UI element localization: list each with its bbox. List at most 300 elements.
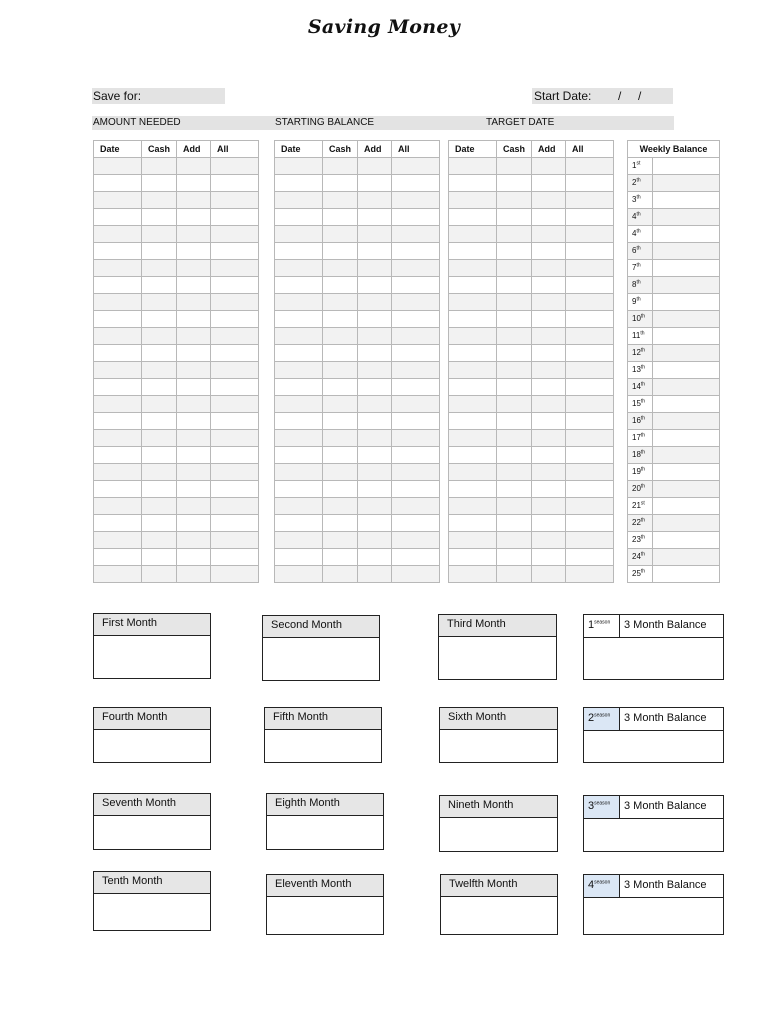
season-box[interactable] xyxy=(583,795,724,852)
entry-cell[interactable] xyxy=(211,379,259,396)
entry-cell[interactable] xyxy=(94,413,142,430)
entry-cell[interactable] xyxy=(323,260,358,277)
entry-cell[interactable] xyxy=(532,515,566,532)
entry-cell[interactable] xyxy=(566,532,614,549)
entry-cell[interactable] xyxy=(142,498,177,515)
entry-cell[interactable] xyxy=(392,379,440,396)
entry-cell[interactable] xyxy=(323,396,358,413)
entry-cell[interactable] xyxy=(211,260,259,277)
entry-cell[interactable] xyxy=(275,396,323,413)
week-balance-cell[interactable] xyxy=(653,379,720,396)
entry-cell[interactable] xyxy=(392,277,440,294)
entry-cell[interactable] xyxy=(177,345,211,362)
entry-cell[interactable] xyxy=(94,430,142,447)
entry-cell[interactable] xyxy=(497,294,532,311)
entry-cell[interactable] xyxy=(358,498,392,515)
entry-cell[interactable] xyxy=(532,447,566,464)
entry-cell[interactable] xyxy=(275,294,323,311)
entry-cell[interactable] xyxy=(358,566,392,583)
entry-cell[interactable] xyxy=(323,345,358,362)
entry-cell[interactable] xyxy=(211,430,259,447)
entry-cell[interactable] xyxy=(323,481,358,498)
entry-cell[interactable] xyxy=(392,192,440,209)
entry-cell[interactable] xyxy=(94,362,142,379)
entry-cell[interactable] xyxy=(323,158,358,175)
entry-cell[interactable] xyxy=(323,294,358,311)
entry-cell[interactable] xyxy=(449,413,497,430)
entry-cell[interactable] xyxy=(211,226,259,243)
entry-cell[interactable] xyxy=(94,226,142,243)
week-balance-cell[interactable] xyxy=(653,158,720,175)
entry-cell[interactable] xyxy=(566,175,614,192)
entry-cell[interactable] xyxy=(532,158,566,175)
entry-cell[interactable] xyxy=(449,192,497,209)
entry-cell[interactable] xyxy=(94,209,142,226)
entry-cell[interactable] xyxy=(449,226,497,243)
entry-cell[interactable] xyxy=(94,311,142,328)
entry-cell[interactable] xyxy=(449,311,497,328)
entry-cell[interactable] xyxy=(323,379,358,396)
entry-cell[interactable] xyxy=(497,243,532,260)
entry-cell[interactable] xyxy=(566,515,614,532)
month-box[interactable] xyxy=(439,795,558,852)
entry-cell[interactable] xyxy=(275,243,323,260)
entry-cell[interactable] xyxy=(211,192,259,209)
week-balance-cell[interactable] xyxy=(653,396,720,413)
entry-cell[interactable] xyxy=(275,447,323,464)
entry-cell[interactable] xyxy=(392,566,440,583)
entry-cell[interactable] xyxy=(275,226,323,243)
entry-cell[interactable] xyxy=(211,447,259,464)
entry-cell[interactable] xyxy=(94,498,142,515)
entry-cell[interactable] xyxy=(94,549,142,566)
entry-cell[interactable] xyxy=(323,226,358,243)
entry-cell[interactable] xyxy=(392,430,440,447)
entry-cell[interactable] xyxy=(211,464,259,481)
entry-cell[interactable] xyxy=(392,345,440,362)
entry-cell[interactable] xyxy=(323,209,358,226)
entry-cell[interactable] xyxy=(566,294,614,311)
entry-cell[interactable] xyxy=(323,464,358,481)
entry-cell[interactable] xyxy=(566,413,614,430)
entry-cell[interactable] xyxy=(211,362,259,379)
entry-cell[interactable] xyxy=(275,498,323,515)
entry-cell[interactable] xyxy=(177,396,211,413)
entry-cell[interactable] xyxy=(566,192,614,209)
entry-cell[interactable] xyxy=(449,294,497,311)
entry-cell[interactable] xyxy=(142,192,177,209)
entry-cell[interactable] xyxy=(94,260,142,277)
month-box[interactable] xyxy=(266,874,384,935)
entry-cell[interactable] xyxy=(323,413,358,430)
entry-cell[interactable] xyxy=(94,379,142,396)
entry-cell[interactable] xyxy=(211,498,259,515)
entry-cell[interactable] xyxy=(94,192,142,209)
entry-cell[interactable] xyxy=(177,192,211,209)
entry-cell[interactable] xyxy=(392,362,440,379)
entry-cell[interactable] xyxy=(275,566,323,583)
week-balance-cell[interactable] xyxy=(653,362,720,379)
entry-cell[interactable] xyxy=(497,413,532,430)
entry-cell[interactable] xyxy=(94,158,142,175)
entry-cell[interactable] xyxy=(142,260,177,277)
entry-cell[interactable] xyxy=(142,294,177,311)
month-box[interactable] xyxy=(439,707,558,763)
entry-cell[interactable] xyxy=(532,243,566,260)
entry-cell[interactable] xyxy=(449,447,497,464)
entry-cell[interactable] xyxy=(532,430,566,447)
entry-cell[interactable] xyxy=(358,362,392,379)
entry-cell[interactable] xyxy=(497,328,532,345)
entry-cell[interactable] xyxy=(323,192,358,209)
entry-cell[interactable] xyxy=(566,362,614,379)
entry-cell[interactable] xyxy=(211,345,259,362)
entry-cell[interactable] xyxy=(323,549,358,566)
entry-cell[interactable] xyxy=(392,464,440,481)
entry-cell[interactable] xyxy=(358,549,392,566)
entry-cell[interactable] xyxy=(566,481,614,498)
entry-cell[interactable] xyxy=(177,379,211,396)
entry-cell[interactable] xyxy=(532,209,566,226)
entry-cell[interactable] xyxy=(497,277,532,294)
entry-cell[interactable] xyxy=(358,192,392,209)
entry-cell[interactable] xyxy=(275,311,323,328)
month-box[interactable] xyxy=(440,874,558,935)
season-box[interactable] xyxy=(583,707,724,763)
entry-cell[interactable] xyxy=(532,328,566,345)
week-balance-cell[interactable] xyxy=(653,515,720,532)
entry-cell[interactable] xyxy=(275,413,323,430)
entry-cell[interactable] xyxy=(497,311,532,328)
entry-cell[interactable] xyxy=(358,345,392,362)
entry-cell[interactable] xyxy=(211,413,259,430)
entry-cell[interactable] xyxy=(497,345,532,362)
entry-cell[interactable] xyxy=(211,175,259,192)
week-balance-cell[interactable] xyxy=(653,447,720,464)
season-box[interactable] xyxy=(583,874,724,935)
entry-cell[interactable] xyxy=(323,243,358,260)
entry-cell[interactable] xyxy=(142,549,177,566)
entry-cell[interactable] xyxy=(94,566,142,583)
month-box[interactable] xyxy=(93,871,211,931)
entry-cell[interactable] xyxy=(566,226,614,243)
entry-cell[interactable] xyxy=(94,481,142,498)
entry-cell[interactable] xyxy=(275,362,323,379)
entry-cell[interactable] xyxy=(449,396,497,413)
week-balance-cell[interactable] xyxy=(653,549,720,566)
entry-cell[interactable] xyxy=(94,464,142,481)
entry-cell[interactable] xyxy=(142,396,177,413)
entry-cell[interactable] xyxy=(142,532,177,549)
entry-cell[interactable] xyxy=(358,464,392,481)
entry-cell[interactable] xyxy=(177,430,211,447)
entry-cell[interactable] xyxy=(177,447,211,464)
entry-cell[interactable] xyxy=(449,328,497,345)
entry-cell[interactable] xyxy=(177,311,211,328)
entry-cell[interactable] xyxy=(566,447,614,464)
entry-cell[interactable] xyxy=(323,362,358,379)
entry-cell[interactable] xyxy=(449,277,497,294)
entry-cell[interactable] xyxy=(497,447,532,464)
entry-cell[interactable] xyxy=(358,175,392,192)
entry-cell[interactable] xyxy=(449,532,497,549)
entry-cell[interactable] xyxy=(449,209,497,226)
entry-cell[interactable] xyxy=(275,277,323,294)
entry-cell[interactable] xyxy=(211,328,259,345)
entry-cell[interactable] xyxy=(275,481,323,498)
entry-cell[interactable] xyxy=(392,175,440,192)
week-balance-cell[interactable] xyxy=(653,277,720,294)
entry-cell[interactable] xyxy=(323,328,358,345)
start-date-field[interactable] xyxy=(532,88,673,104)
entry-cell[interactable] xyxy=(392,294,440,311)
save-for-field[interactable] xyxy=(92,88,225,104)
entry-cell[interactable] xyxy=(358,379,392,396)
entry-cell[interactable] xyxy=(142,379,177,396)
entry-cell[interactable] xyxy=(275,532,323,549)
entry-cell[interactable] xyxy=(392,481,440,498)
entry-cell[interactable] xyxy=(449,549,497,566)
entry-cell[interactable] xyxy=(358,515,392,532)
entry-cell[interactable] xyxy=(497,549,532,566)
entry-cell[interactable] xyxy=(449,464,497,481)
week-balance-cell[interactable] xyxy=(653,260,720,277)
entry-cell[interactable] xyxy=(177,413,211,430)
entry-cell[interactable] xyxy=(142,243,177,260)
month-box[interactable] xyxy=(438,614,557,680)
entry-cell[interactable] xyxy=(532,566,566,583)
entry-cell[interactable] xyxy=(449,345,497,362)
entry-cell[interactable] xyxy=(497,498,532,515)
entry-cell[interactable] xyxy=(358,260,392,277)
entry-cell[interactable] xyxy=(566,260,614,277)
entry-cell[interactable] xyxy=(142,311,177,328)
entry-cell[interactable] xyxy=(566,379,614,396)
season-box[interactable] xyxy=(583,614,724,680)
entry-cell[interactable] xyxy=(177,498,211,515)
entry-cell[interactable] xyxy=(358,294,392,311)
entry-cell[interactable] xyxy=(497,515,532,532)
entry-cell[interactable] xyxy=(94,328,142,345)
entry-cell[interactable] xyxy=(449,430,497,447)
entry-cell[interactable] xyxy=(497,175,532,192)
entry-cell[interactable] xyxy=(142,430,177,447)
entry-cell[interactable] xyxy=(177,566,211,583)
entry-cell[interactable] xyxy=(566,158,614,175)
week-balance-cell[interactable] xyxy=(653,311,720,328)
week-balance-cell[interactable] xyxy=(653,430,720,447)
entry-cell[interactable] xyxy=(323,175,358,192)
entry-cell[interactable] xyxy=(392,532,440,549)
entry-cell[interactable] xyxy=(392,226,440,243)
week-balance-cell[interactable] xyxy=(653,532,720,549)
week-balance-cell[interactable] xyxy=(653,175,720,192)
entry-cell[interactable] xyxy=(566,277,614,294)
entry-cell[interactable] xyxy=(532,345,566,362)
week-balance-cell[interactable] xyxy=(653,328,720,345)
entry-cell[interactable] xyxy=(323,447,358,464)
entry-cell[interactable] xyxy=(358,532,392,549)
entry-cell[interactable] xyxy=(177,158,211,175)
entry-cell[interactable] xyxy=(358,396,392,413)
entry-cell[interactable] xyxy=(142,226,177,243)
entry-cell[interactable] xyxy=(211,396,259,413)
entry-cell[interactable] xyxy=(323,532,358,549)
week-balance-cell[interactable] xyxy=(653,413,720,430)
entry-cell[interactable] xyxy=(275,464,323,481)
entry-cell[interactable] xyxy=(177,260,211,277)
entry-cell[interactable] xyxy=(532,396,566,413)
entry-cell[interactable] xyxy=(177,277,211,294)
entry-cell[interactable] xyxy=(358,328,392,345)
entry-cell[interactable] xyxy=(392,243,440,260)
entry-cell[interactable] xyxy=(211,243,259,260)
entry-cell[interactable] xyxy=(211,532,259,549)
entry-cell[interactable] xyxy=(566,549,614,566)
entry-cell[interactable] xyxy=(358,243,392,260)
entry-cell[interactable] xyxy=(497,396,532,413)
entry-cell[interactable] xyxy=(275,549,323,566)
week-balance-cell[interactable] xyxy=(653,498,720,515)
entry-cell[interactable] xyxy=(177,209,211,226)
entry-cell[interactable] xyxy=(177,362,211,379)
entry-cell[interactable] xyxy=(177,549,211,566)
entry-cell[interactable] xyxy=(497,430,532,447)
entry-cell[interactable] xyxy=(211,294,259,311)
entry-cell[interactable] xyxy=(449,158,497,175)
entry-cell[interactable] xyxy=(358,413,392,430)
entry-cell[interactable] xyxy=(275,345,323,362)
entry-cell[interactable] xyxy=(497,566,532,583)
entry-cell[interactable] xyxy=(142,175,177,192)
entry-cell[interactable] xyxy=(94,515,142,532)
entry-cell[interactable] xyxy=(323,566,358,583)
entry-cell[interactable] xyxy=(275,379,323,396)
entry-cell[interactable] xyxy=(392,260,440,277)
entry-cell[interactable] xyxy=(211,549,259,566)
entry-cell[interactable] xyxy=(449,260,497,277)
entry-cell[interactable] xyxy=(358,277,392,294)
entry-cell[interactable] xyxy=(497,379,532,396)
entry-cell[interactable] xyxy=(142,209,177,226)
entry-cell[interactable] xyxy=(142,447,177,464)
entry-cell[interactable] xyxy=(323,430,358,447)
entry-cell[interactable] xyxy=(323,277,358,294)
entry-cell[interactable] xyxy=(566,311,614,328)
entry-cell[interactable] xyxy=(532,192,566,209)
entry-cell[interactable] xyxy=(497,260,532,277)
entry-cell[interactable] xyxy=(177,532,211,549)
entry-cell[interactable] xyxy=(211,158,259,175)
entry-cell[interactable] xyxy=(142,158,177,175)
entry-cell[interactable] xyxy=(275,209,323,226)
entry-cell[interactable] xyxy=(94,175,142,192)
entry-cell[interactable] xyxy=(142,464,177,481)
entry-cell[interactable] xyxy=(449,362,497,379)
entry-cell[interactable] xyxy=(532,175,566,192)
entry-cell[interactable] xyxy=(94,345,142,362)
week-balance-cell[interactable] xyxy=(653,464,720,481)
entry-cell[interactable] xyxy=(449,498,497,515)
entry-cell[interactable] xyxy=(142,328,177,345)
entry-cell[interactable] xyxy=(566,345,614,362)
entry-cell[interactable] xyxy=(566,498,614,515)
entry-cell[interactable] xyxy=(532,362,566,379)
entry-cell[interactable] xyxy=(94,396,142,413)
entry-cell[interactable] xyxy=(497,481,532,498)
entry-cell[interactable] xyxy=(392,209,440,226)
entry-cell[interactable] xyxy=(532,260,566,277)
week-balance-cell[interactable] xyxy=(653,209,720,226)
entry-cell[interactable] xyxy=(323,311,358,328)
week-balance-cell[interactable] xyxy=(653,192,720,209)
entry-cell[interactable] xyxy=(177,481,211,498)
month-box[interactable] xyxy=(264,707,382,763)
entry-cell[interactable] xyxy=(177,294,211,311)
entry-cell[interactable] xyxy=(497,532,532,549)
entry-cell[interactable] xyxy=(392,328,440,345)
entry-cell[interactable] xyxy=(449,175,497,192)
entry-cell[interactable] xyxy=(275,175,323,192)
entry-cell[interactable] xyxy=(532,277,566,294)
entry-cell[interactable] xyxy=(323,498,358,515)
entry-cell[interactable] xyxy=(94,277,142,294)
entry-cell[interactable] xyxy=(275,260,323,277)
entry-cell[interactable] xyxy=(142,481,177,498)
entry-cell[interactable] xyxy=(358,447,392,464)
entry-cell[interactable] xyxy=(142,515,177,532)
entry-cell[interactable] xyxy=(449,566,497,583)
entry-cell[interactable] xyxy=(94,294,142,311)
entry-cell[interactable] xyxy=(94,532,142,549)
entry-cell[interactable] xyxy=(211,209,259,226)
entry-cell[interactable] xyxy=(532,464,566,481)
entry-cell[interactable] xyxy=(392,515,440,532)
entry-cell[interactable] xyxy=(532,532,566,549)
entry-cell[interactable] xyxy=(358,311,392,328)
entry-cell[interactable] xyxy=(392,396,440,413)
entry-cell[interactable] xyxy=(532,311,566,328)
entry-cell[interactable] xyxy=(211,277,259,294)
week-balance-cell[interactable] xyxy=(653,481,720,498)
entry-cell[interactable] xyxy=(211,515,259,532)
month-box[interactable] xyxy=(266,793,384,850)
month-box[interactable] xyxy=(93,793,211,850)
entry-cell[interactable] xyxy=(177,515,211,532)
entry-cell[interactable] xyxy=(358,430,392,447)
entry-cell[interactable] xyxy=(275,192,323,209)
entry-cell[interactable] xyxy=(392,549,440,566)
entry-cell[interactable] xyxy=(142,362,177,379)
entry-cell[interactable] xyxy=(211,566,259,583)
entry-cell[interactable] xyxy=(566,396,614,413)
entry-cell[interactable] xyxy=(497,464,532,481)
entry-cell[interactable] xyxy=(323,515,358,532)
entry-cell[interactable] xyxy=(497,362,532,379)
week-balance-cell[interactable] xyxy=(653,566,720,583)
week-balance-cell[interactable] xyxy=(653,226,720,243)
week-balance-cell[interactable] xyxy=(653,345,720,362)
month-box[interactable] xyxy=(262,615,380,681)
entry-cell[interactable] xyxy=(532,413,566,430)
entry-cell[interactable] xyxy=(177,464,211,481)
entry-cell[interactable] xyxy=(275,158,323,175)
entry-cell[interactable] xyxy=(566,430,614,447)
entry-cell[interactable] xyxy=(497,192,532,209)
entry-cell[interactable] xyxy=(566,243,614,260)
entry-cell[interactable] xyxy=(211,481,259,498)
entry-cell[interactable] xyxy=(532,549,566,566)
